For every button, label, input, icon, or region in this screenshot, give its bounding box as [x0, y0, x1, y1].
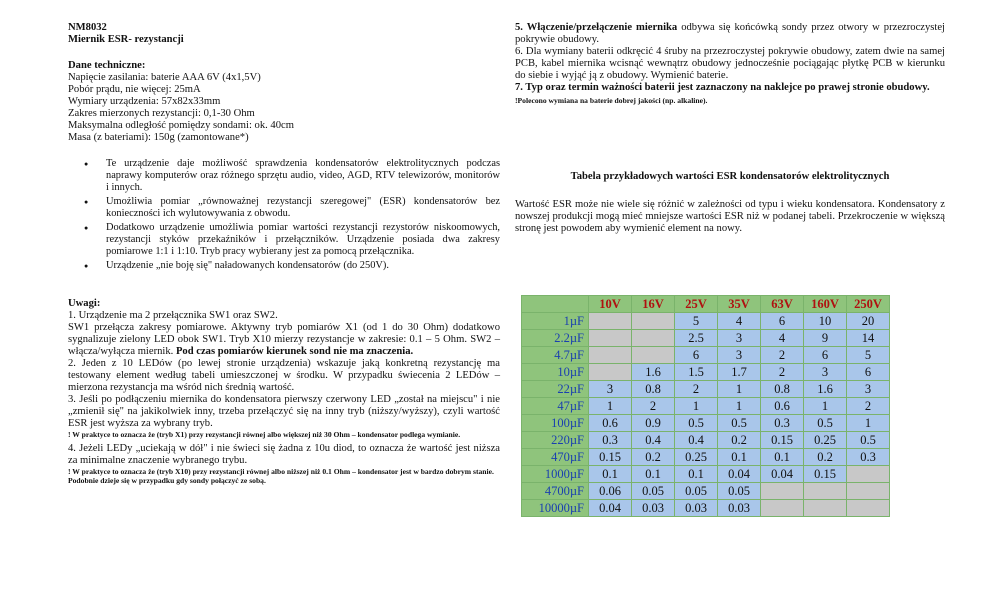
bullet-item: ● Te urządzenie daje możliwość sprawdzenia kondensatorów elektrolitycznych podczas naprawy komputerów oraz różnego sprzętu audio, video, AGD, RTV telewizorów, monitorów i innych. — [106, 158, 500, 194]
esr-value-cell: 0.8 — [761, 381, 804, 398]
table-row — [522, 347, 890, 364]
note-7: 7. Typ oraz termin ważności baterii jest zaznaczony na naklejce po prawej stronie obudowy. — [515, 82, 930, 93]
esr-value-cell: 2 — [847, 398, 890, 415]
esr-value-cell: 3 — [804, 364, 847, 381]
esr-value-cell: 0.1 — [632, 466, 675, 483]
esr-value-cell: 0.05 — [718, 483, 761, 500]
voltage-header: 35V — [718, 296, 761, 313]
esr-value-cell: 0.6 — [589, 415, 632, 432]
empty-cell — [804, 500, 847, 517]
esr-value-cell: 0.03 — [632, 500, 675, 517]
capacitance-header: 1µF — [522, 313, 589, 330]
esr-value-cell: 5 — [675, 313, 718, 330]
esr-value-cell: 0.03 — [675, 500, 718, 517]
esr-value-cell: 6 — [675, 347, 718, 364]
empty-cell — [847, 500, 890, 517]
esr-value-cell: 0.2 — [632, 449, 675, 466]
table-row — [522, 398, 890, 415]
model-number: NM8032 — [68, 22, 107, 33]
table-row — [522, 330, 890, 347]
esr-value-cell: 0.1 — [675, 466, 718, 483]
table-row — [522, 500, 890, 517]
bullet-item: ● Umożliwia pomiar „równoważnej rezystancji szeregowej" (ESR) kondensatorów bez konieczności ich wylutowywania z obwodu. — [106, 196, 500, 220]
empty-cell — [847, 466, 890, 483]
esr-value-cell: 2 — [761, 364, 804, 381]
esr-value-cell: 20 — [847, 313, 890, 330]
esr-value-cell: 0.9 — [632, 415, 675, 432]
empty-cell — [847, 483, 890, 500]
right-column — [515, 0, 945, 235]
esr-value-cell: 0.5 — [675, 415, 718, 432]
table-intro: Wartość ESR może nie wiele się różnić w zależności od typu i wieku kondensatora. Kondensatory z nowszej produkcji mogą mieć mniejsze wartości ESR niż w podanej tabeli. Przekroczenie w większą stronę jest powodem aby wymienić element na nowy. — [515, 199, 945, 234]
table-row — [522, 466, 890, 483]
esr-value-cell: 4 — [718, 313, 761, 330]
esr-value-cell: 1.7 — [718, 364, 761, 381]
voltage-header: 25V — [675, 296, 718, 313]
table-header-row — [522, 296, 890, 313]
empty-cell — [589, 313, 632, 330]
voltage-header: 160V — [804, 296, 847, 313]
esr-value-cell: 0.1 — [718, 449, 761, 466]
esr-value-cell: 6 — [761, 313, 804, 330]
esr-value-cell: 0.8 — [632, 381, 675, 398]
esr-value-cell: 0.6 — [761, 398, 804, 415]
note-4: 4. Jeżeli LEDy „uciekają w dół" i nie świeci się żadna z 10u diod, to oznacza że wartość jest niższa za minimalne znaczenie wybranego trybu. — [68, 443, 500, 466]
voltage-header: 63V — [761, 296, 804, 313]
empty-cell — [632, 313, 675, 330]
note-1-bold: Pod czas pomiarów kierunek sond nie ma znaczenia. — [175, 346, 414, 357]
note-4-remark: ! W praktyce to oznacza że (tryb X10) przy rezystancji równej albo niższej niż 0.1 Ohm – kondensator jest w bardzo dobrym stanie. Podobnie dzieje się w przypadku gdy sondy połączyć ze sobą. — [68, 467, 494, 485]
capacitance-header: 10µF — [522, 364, 589, 381]
capacitance-header: 2.2µF — [522, 330, 589, 347]
table-row — [522, 432, 890, 449]
spec-line: Maksymalna odległość pomiędzy sondami: ok. 40cm — [68, 120, 294, 131]
esr-value-cell: 0.3 — [589, 432, 632, 449]
esr-value-cell: 9 — [804, 330, 847, 347]
esr-value-cell: 6 — [847, 364, 890, 381]
voltage-header: 10V — [589, 296, 632, 313]
empty-cell — [804, 483, 847, 500]
esr-value-cell: 0.06 — [589, 483, 632, 500]
esr-value-cell: 0.04 — [718, 466, 761, 483]
table-row — [522, 381, 890, 398]
empty-cell — [589, 364, 632, 381]
esr-table — [521, 295, 890, 517]
esr-value-cell: 14 — [847, 330, 890, 347]
table-row — [522, 449, 890, 466]
esr-value-cell: 0.15 — [589, 449, 632, 466]
note-5-bold: 5. Włączenie/przełączenie miernika — [515, 22, 678, 33]
feature-list — [68, 158, 500, 272]
esr-value-cell: 2 — [675, 381, 718, 398]
note-6: 6. Dla wymiany baterii odkręcić 4 śruby na przezroczystej pokrywie obudowy, zatem dwie na samej PCB, kabel miernika wcisnąć wewnątrz obudowy jednocześnie pociągając płytkę PCB w kierunku do siebie i wyjąć ją z obudowy. Wymienić baterie. — [515, 46, 945, 81]
esr-value-cell: 0.2 — [804, 449, 847, 466]
esr-value-cell: 6 — [804, 347, 847, 364]
esr-value-cell: 1 — [589, 398, 632, 415]
table-row — [522, 483, 890, 500]
esr-value-cell: 0.25 — [675, 449, 718, 466]
note-7-remark: !Polecono wymiana na baterie dobrej jakości (np. alkaline). — [515, 96, 708, 105]
capacitance-header: 22µF — [522, 381, 589, 398]
esr-value-cell: 0.1 — [761, 449, 804, 466]
esr-value-cell: 1.6 — [804, 381, 847, 398]
esr-value-cell: 0.15 — [761, 432, 804, 449]
empty-cell — [589, 347, 632, 364]
table-title: Tabela przykładowych wartości ESR kondensatorów elektrolitycznych — [570, 171, 890, 182]
spec-line: Napięcie zasilania: baterie AAA 6V (4x1,5V) — [68, 72, 261, 83]
capacitance-header: 1000µF — [522, 466, 589, 483]
bullet-item: ● Dodatkowo urządzenie umożliwia pomiar wartości rezystancji rezystorów niskoomowych, rezystancji styków przekaźników i przełączników. Urządzenie posiada dwa zakresy pomiarowe 1:1 i 1:10. Tryb pracy wybierany jest za pomocą przełącznika. — [106, 222, 500, 258]
esr-value-cell: 1 — [718, 381, 761, 398]
esr-value-cell: 1 — [675, 398, 718, 415]
esr-value-cell: 3 — [847, 381, 890, 398]
spec-line: Masa (z bateriami): 150g (zamontowane*) — [68, 132, 249, 143]
empty-cell — [761, 483, 804, 500]
voltage-header: 250V — [847, 296, 890, 313]
spec-line: Zakres mierzonych rezystancji: 0,1-30 Ohm — [68, 108, 255, 119]
note-1-text — [68, 322, 500, 358]
empty-cell — [761, 500, 804, 517]
esr-value-cell: 0.2 — [718, 432, 761, 449]
esr-value-cell: 0.4 — [675, 432, 718, 449]
note-1: 1. Urządzenie ma 2 przełącznika SW1 oraz SW2. — [68, 310, 278, 321]
esr-value-cell: 0.3 — [761, 415, 804, 432]
esr-value-cell: 0.05 — [632, 483, 675, 500]
spec-line: Pobór prądu, nie więcej: 25mA — [68, 84, 201, 95]
esr-value-cell: 1.5 — [675, 364, 718, 381]
table-row — [522, 415, 890, 432]
esr-value-cell: 0.05 — [675, 483, 718, 500]
esr-value-cell: 2.5 — [675, 330, 718, 347]
esr-value-cell: 3 — [718, 347, 761, 364]
esr-value-cell: 3 — [589, 381, 632, 398]
esr-value-cell: 1 — [804, 398, 847, 415]
esr-value-cell: 0.25 — [804, 432, 847, 449]
esr-value-cell: 3 — [718, 330, 761, 347]
esr-table-wrap — [521, 295, 890, 517]
note-1-body: SW1 przełącza zakresy pomiarowe. Aktywny tryb pomiarów X1 (od 1 do 30 Ohm) dodatkowo sygnalizuje zielony LED obok SW1. Tryb X10 mierzy rezystancje w zakresie: 0.1 – 5 Ohm. SW2 – włącza/wyłącza miernik. — [68, 322, 500, 357]
esr-value-cell: 1.6 — [632, 364, 675, 381]
tech-heading: Dane techniczne: — [68, 60, 146, 71]
esr-value-cell: 4 — [761, 330, 804, 347]
notes-heading: Uwagi: — [68, 298, 101, 309]
esr-value-cell: 0.4 — [632, 432, 675, 449]
esr-value-cell: 1 — [718, 398, 761, 415]
esr-value-cell: 0.1 — [589, 466, 632, 483]
esr-value-cell: 2 — [761, 347, 804, 364]
tech-specs — [68, 72, 500, 144]
bullet-item: ● Urządzenie „nie boję się" naładowanych kondensatorów (do 250V). — [106, 260, 500, 272]
capacitance-header: 100µF — [522, 415, 589, 432]
esr-value-cell: 0.3 — [847, 449, 890, 466]
note-2: 2. Jeden z 10 LEDów (po lewej stronie urządzenia) wskazuje jaką konkretną rezystancję ma testowany element według tabeli umieszczonej w środku. W przypadku świecenia 2 LEDów – mierzona rezystancja ma wśród nich średnią wartość. — [68, 358, 500, 393]
notes-section — [68, 298, 500, 485]
esr-value-cell: 0.03 — [718, 500, 761, 517]
voltage-header: 16V — [632, 296, 675, 313]
capacitance-header: 10000µF — [522, 500, 589, 517]
capacitance-header: 220µF — [522, 432, 589, 449]
left-column — [68, 0, 500, 485]
esr-value-cell: 2 — [632, 398, 675, 415]
empty-cell — [632, 330, 675, 347]
esr-value-cell: 5 — [847, 347, 890, 364]
esr-value-cell: 1 — [847, 415, 890, 432]
spec-line: Wymiary urządzenia: 57x82x33mm — [68, 96, 221, 107]
table-row — [522, 313, 890, 330]
empty-cell — [589, 330, 632, 347]
empty-cell — [632, 347, 675, 364]
device-name: Miernik ESR- rezystancji — [68, 34, 184, 45]
capacitance-header: 470µF — [522, 449, 589, 466]
note-3: 3. Jeśli po podłączeniu miernika do kondensatora pierwszy czerwony LED „został na miejscu" i nie „zmienił się" na jakikolwiek inny, trzeba przełączyć się na inny tryb (niższy/wyższy), czyli wartość ESR jest wyższa za wybrany tryb. — [68, 394, 500, 429]
note-3-remark: ! W praktyce to oznacza że (tryb X1) przy rezystancji równej albo większej niż 30 Ohm – kondensator podlega wymianie. — [68, 430, 461, 439]
esr-value-cell: 0.5 — [804, 415, 847, 432]
esr-value-cell: 0.04 — [589, 500, 632, 517]
table-corner — [522, 296, 589, 313]
esr-value-cell: 10 — [804, 313, 847, 330]
capacitance-header: 4700µF — [522, 483, 589, 500]
note-5 — [515, 22, 945, 46]
capacitance-header: 4.7µF — [522, 347, 589, 364]
esr-value-cell: 0.5 — [847, 432, 890, 449]
capacitance-header: 47µF — [522, 398, 589, 415]
note-5-body: odbywa się końcówką sondy przez otwory w przezroczystej pokrywie obudowy. — [515, 22, 945, 45]
esr-value-cell: 0.04 — [761, 466, 804, 483]
esr-value-cell: 0.5 — [718, 415, 761, 432]
esr-value-cell: 0.15 — [804, 466, 847, 483]
table-row — [522, 364, 890, 381]
